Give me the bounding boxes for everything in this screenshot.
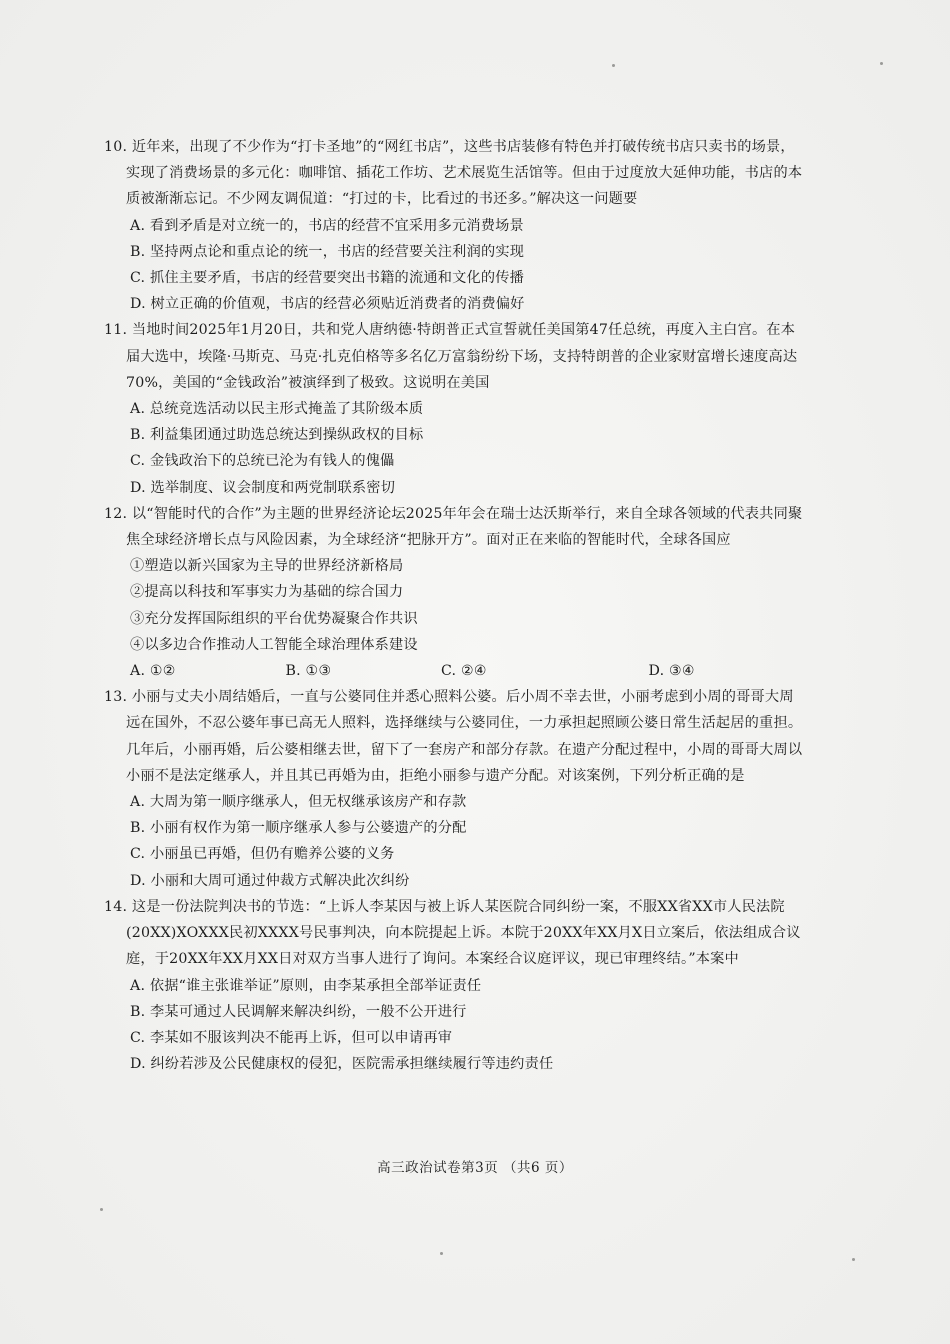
option-b: B. 小丽有权作为第一顺序继承人参与公婆遗产的分配 <box>130 820 467 837</box>
question-stem: 14. 这是一份法院判决书的节选：“上诉人李某因与被上诉人某医院合同纠纷一案，不服XX省XX市人民法院(20XX)XOXXX民初XXXX号民事判决，向本院提起上诉。本院于20XX年XX月X日立案后，依法组成合议庭，于20XX年XX月XX日对双方当事人进行了询问。本案经合议庭评议，现已审理终结。”本案中 <box>104 898 801 968</box>
question-stem: 13. 小丽与丈夫小周结婚后，一直与公婆同住并悉心照料公婆。后小周不幸去世，小丽考虑到小周的哥哥大周远在国外，不忍公婆年事已高无人照料，选择继续与公婆同住，一力承担起照顾公婆日常生活起居的重担。几年后，小丽再婚，后公婆相继去世，留下了一套房产和部分存款。在遗产分配过程中，小周的哥哥大周以小丽不是法定继承人，并且其已再婚为由，拒绝小丽参与遗产分配。对该案例，下列分析正确的是 <box>104 689 803 784</box>
option-b: B. 利益集团通过助选总统达到操纵政权的目标 <box>130 427 424 444</box>
scan-speck <box>612 64 615 67</box>
page-footer: 高三政治试卷第3页 （共6 页） <box>377 1160 573 1176</box>
scan-speck <box>880 62 883 65</box>
scan-speck <box>852 1258 855 1261</box>
option-b: B. 李某可通过人民调解来解决纠纷，一般不公开进行 <box>130 1003 467 1020</box>
option-a: A. 总统竞选活动以民主形式掩盖了其阶级本质 <box>130 401 424 418</box>
question-13 <box>104 684 804 894</box>
question-12 <box>104 501 804 684</box>
choice-a: A. ①② <box>130 663 176 680</box>
choice-c: C. ②④ <box>441 663 487 680</box>
question-stem: 11. 当地时间2025年1月20日，共和党人唐纳德·特朗普正式宣誓就任美国第47任总统，再度入主白宫。在本届大选中，埃隆·马斯克、马克·扎克伯格等多名亿万富翁纷纷下场，支持特朗普的企业家财富增长速度高达70%，美国的“金钱政治”被演绎到了极致。这说明在美国 <box>104 322 798 391</box>
statement-3: ③充分发挥国际组织的平台优势凝聚合作共识 <box>130 610 418 627</box>
option-a: A. 大周为第一顺序继承人，但无权继承该房产和存款 <box>130 794 467 811</box>
question-stem: 10. 近年来，出现了不少作为“打卡圣地”的“网红书店”，这些书店装修有特色并打破传统书店只卖书的场景，实现了消费场景的多元化：咖啡馆、插花工作坊、艺术展览生活馆等。但由于过度放大延伸功能，书店的本质被渐渐忘记。不少网友调侃道：“打过的卡，比看过的书还多。”解决这一问题要 <box>104 139 803 208</box>
scan-speck <box>440 1252 443 1255</box>
statement-4: ④以多边合作推动人工智能全球治理体系建设 <box>130 636 418 653</box>
statement-1: ①塑造以新兴国家为主导的世界经济新格局 <box>130 558 404 575</box>
question-list <box>104 134 804 1077</box>
option-b: B. 坚持两点论和重点论的统一，书店的经营要关注利润的实现 <box>130 243 525 260</box>
option-d: D. 树立正确的价值观，书店的经营必须贴近消费者的消费偏好 <box>130 296 525 313</box>
choice-row <box>104 658 804 684</box>
choice-b: B. ①③ <box>285 663 332 680</box>
question-stem: 12. 以“智能时代的合作”为主题的世界经济论坛2025年年会在瑞士达沃斯举行，来自全球各领域的代表共同聚焦全球经济增长点与风险因素，为全球经济“把脉开方”。面对正在来临的智能时代，全球各国应 <box>104 505 803 549</box>
option-c: C. 李某如不服该判决不能再上诉，但可以申请再审 <box>130 1029 453 1046</box>
option-a: A. 依据“谁主张谁举证”原则，由李某承担全部举证责任 <box>130 977 482 994</box>
option-d: D. 纠纷若涉及公民健康权的侵犯，医院需承担继续履行等违约责任 <box>130 1056 554 1073</box>
option-d: D. 小丽和大周可通过仲裁方式解决此次纠纷 <box>130 872 410 889</box>
question-11 <box>104 317 804 500</box>
option-c: C. 金钱政治下的总统已沦为有钱人的傀儡 <box>130 453 395 470</box>
statement-2: ②提高以科技和军事实力为基础的综合国力 <box>130 584 404 601</box>
option-c: C. 抓住主要矛盾，书店的经营要突出书籍的流通和文化的传播 <box>130 270 525 287</box>
scan-speck <box>100 1208 103 1211</box>
option-a: A. 看到矛盾是对立统一的，书店的经营不宜采用多元消费场景 <box>130 217 524 234</box>
question-14 <box>104 894 804 1077</box>
question-10 <box>104 134 804 317</box>
choice-d: D. ③④ <box>648 663 695 680</box>
option-c: C. 小丽虽已再婚，但仍有赡养公婆的义务 <box>130 846 395 863</box>
option-d: D. 选举制度、议会制度和两党制联系密切 <box>130 479 396 496</box>
